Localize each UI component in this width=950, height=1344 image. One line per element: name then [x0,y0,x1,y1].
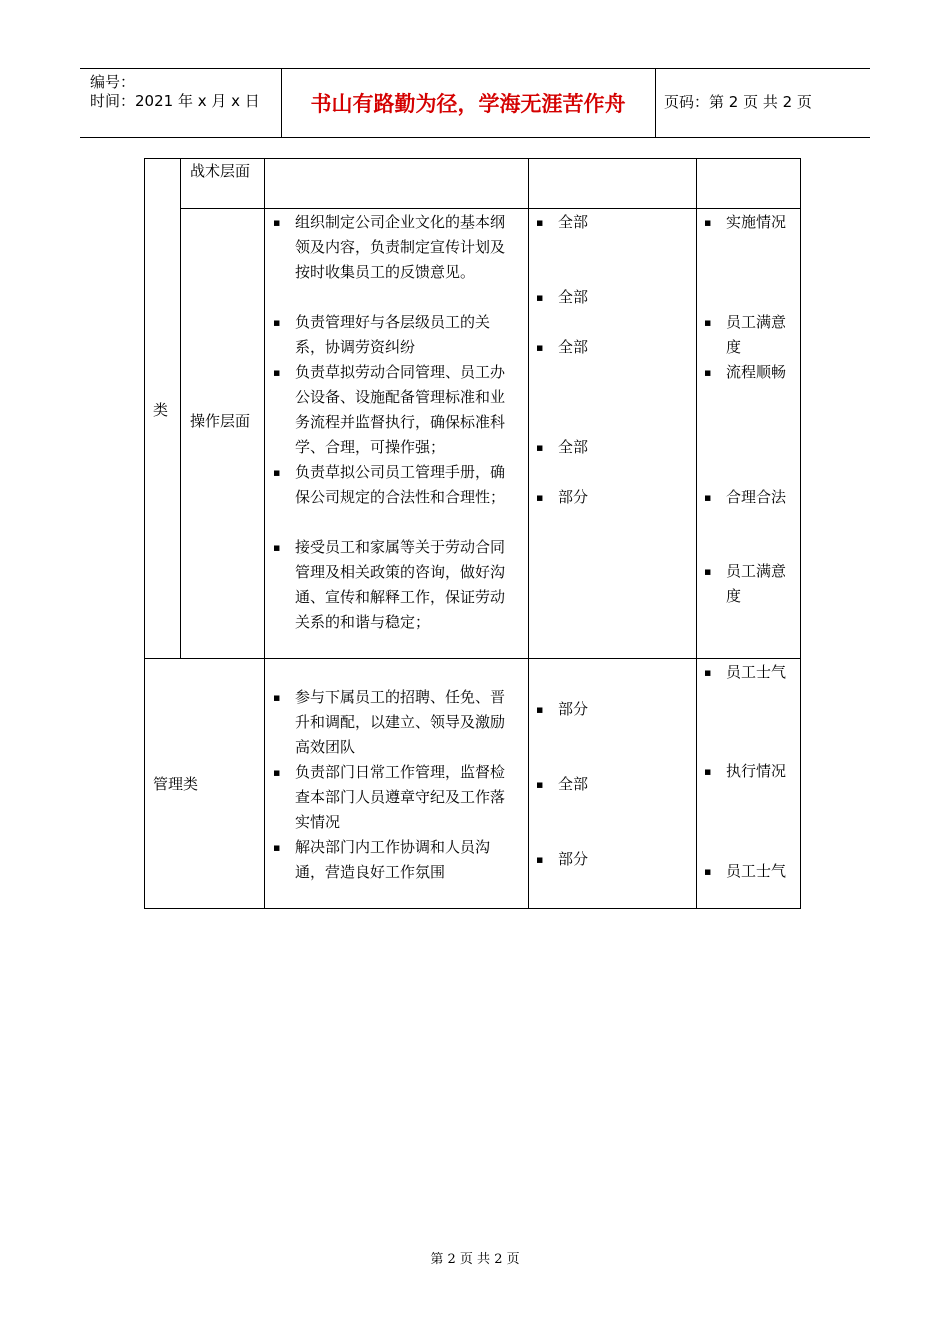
header-meta [90,73,260,111]
kpi-item: ▪ 合理合法 [726,485,786,510]
duty-item: ▪ 解决部门内工作协调和人员沟通，营造良好工作氛围 [295,835,515,885]
kpi-item: ▪ 实施情况 [726,210,786,235]
category-label: 类 [153,401,169,419]
duties-table [144,158,801,909]
duty-item: ▪ 参与下属员工的招聘、任免、晋升和调配，以建立、领导及激励高效团队 [295,685,515,760]
scope-item: ▪ 全部 [558,335,588,360]
management-category-label: 管理类 [153,775,199,793]
duty-item: ▪ 负责管理好与各层级员工的关系，协调劳资纠纷 [295,310,515,360]
kpi-item: ▪ 流程顺畅 [726,360,786,385]
tactical-level-label: 战术层面 [190,162,251,180]
kpi-item: ▪ 员工满意度 [726,559,786,609]
kpi-item: ▪ 员工士气 [726,660,786,685]
scope-item: ▪ 部分 [558,485,588,510]
scope-item: ▪ 全部 [558,435,588,460]
kpi-item: ▪ 员工满意度 [726,310,786,360]
scope-item: ▪ 全部 [558,285,588,310]
duty-item: ▪ 负责草拟劳动合同管理、员工办公设备、设施配备管理标准和业务流程并监督执行，确保标准科学、合理，可操作强； [295,360,515,460]
duty-item: ▪ 组织制定公司企业文化的基本纲领及内容，负责制定宣传计划及按时收集员工的反馈意见。 [295,210,515,285]
scope-item: ▪ 全部 [558,210,588,235]
duty-item: ▪ 接受员工和家属等关于劳动合同管理及相关政策的咨询，做好沟通、宣传和解释工作，保证劳动关系的和谐与稳定； [295,535,515,635]
operation-level-label: 操作层面 [190,412,251,430]
duty-item: ▪ 负责草拟公司员工管理手册，确保公司规定的合法性和合理性； [295,460,515,510]
scope-item: ▪ 全部 [558,772,588,797]
document-date: 时间：2021 年 x 月 x 日 [90,92,260,110]
page-footer: 第 2 页 共 2 页 [430,1252,520,1267]
page-indicator: 页码：第 2 页 共 2 页 [664,93,812,111]
header-motto: 书山有路勤为径，学海无涯苦作舟 [310,92,626,116]
kpi-item: ▪ 员工士气 [726,859,786,884]
kpi-item: ▪ 执行情况 [726,759,786,784]
page-header [80,68,870,138]
document-number: 编号： [90,73,136,91]
scope-item: ▪ 部分 [558,697,588,722]
scope-item: ▪ 部分 [558,847,588,872]
duty-item: ▪ 负责部门日常工作管理，监督检查本部门人员遵章守纪及工作落实情况 [295,760,515,835]
